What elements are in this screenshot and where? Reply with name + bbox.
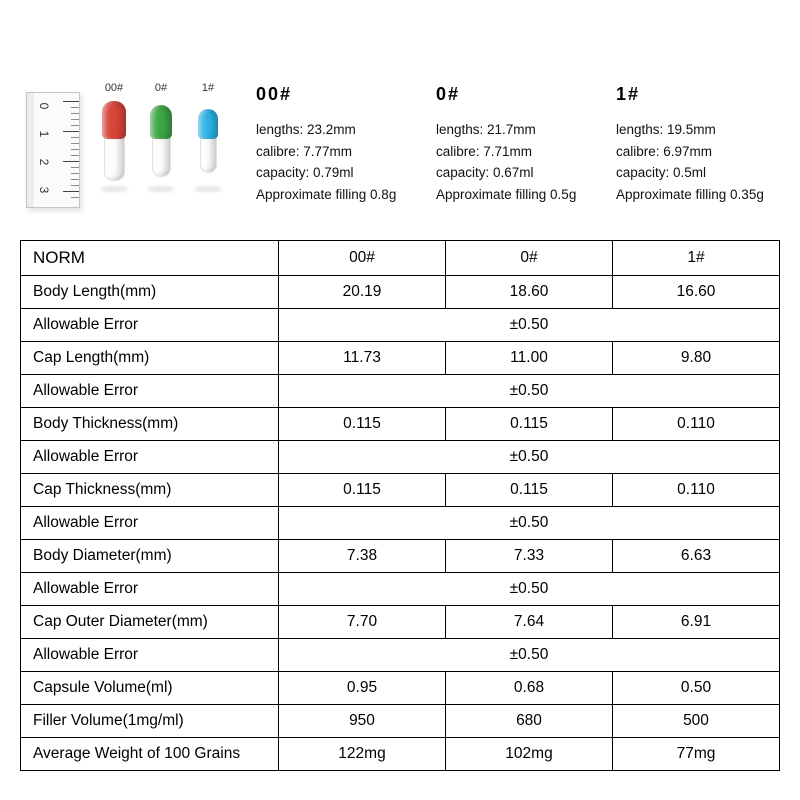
table-row-cap-length [21, 342, 780, 375]
capsule-label-0: 0# [154, 82, 168, 94]
value-cell: 7.38 [279, 540, 446, 573]
value-cell: 7.70 [279, 606, 446, 639]
capsule-0-cap [150, 105, 172, 139]
spec-column-1 [616, 84, 796, 205]
header-norm: NORM [21, 241, 279, 276]
capsule-column-0 [145, 82, 177, 192]
table-row-body-diameter [21, 540, 780, 573]
capsule-column-1 [192, 82, 224, 192]
norm-table [20, 240, 780, 771]
spec-line-filling: Approximate filling 0.8g [256, 186, 397, 202]
spec-line-capacity: capacity: 0.5ml [616, 165, 707, 180]
value-cell: 20.19 [279, 276, 446, 309]
table-row-filler-volume [21, 705, 780, 738]
value-cell: 950 [279, 705, 446, 738]
table-row-allowable-error [21, 639, 780, 672]
spec-line-lengths: lengths: 23.2mm [256, 122, 356, 137]
value-cell: 0.68 [446, 672, 613, 705]
row-label-cell: Allowable Error [21, 375, 279, 408]
value-cell: 6.91 [613, 606, 780, 639]
capsule-00-cap [102, 101, 126, 139]
capsule-label-1: 1# [201, 82, 215, 94]
capsule-column-00 [98, 82, 130, 192]
row-label-cell: Allowable Error [21, 441, 279, 474]
table-row-allowable-error [21, 573, 780, 606]
capsules-row [98, 82, 224, 192]
value-cell: 11.73 [279, 342, 446, 375]
value-cell: 0.115 [279, 408, 446, 441]
spec-column-00 [256, 84, 436, 205]
value-cell: 500 [613, 705, 780, 738]
value-cell: 0.115 [446, 408, 613, 441]
value-cell-span: ±0.50 [279, 639, 780, 672]
ruler-mark-2: 2 [37, 158, 51, 166]
row-label-cell: Cap Length(mm) [21, 342, 279, 375]
capsule-0-body [152, 136, 171, 177]
capsule-0-shadow [147, 186, 175, 192]
table-row-cap-thickness [21, 474, 780, 507]
spec-line-calibre: calibre: 7.71mm [436, 143, 533, 159]
value-cell: 680 [446, 705, 613, 738]
table-row-allowable-error [21, 441, 780, 474]
value-cell: 0.110 [613, 408, 780, 441]
spec-line-capacity: capacity: 0.67ml [436, 165, 534, 180]
row-label-cell: Body Thickness(mm) [21, 408, 279, 441]
spec-title-00: 00# [256, 84, 293, 104]
row-label-cell: Allowable Error [21, 639, 279, 672]
row-label-cell: Allowable Error [21, 573, 279, 606]
capsule-1-shadow [194, 186, 222, 192]
value-cell: 0.115 [279, 474, 446, 507]
value-cell: 0.95 [279, 672, 446, 705]
value-cell: 6.63 [613, 540, 780, 573]
row-label-cell: Body Diameter(mm) [21, 540, 279, 573]
spec-title-1: 1# [616, 84, 641, 104]
ruler-major-ticks [63, 101, 79, 193]
header-size-0: 0# [446, 241, 613, 276]
spec-line-lengths: lengths: 21.7mm [436, 122, 536, 137]
row-label-cell: Filler Volume(1mg/ml) [21, 705, 279, 738]
value-cell-span: ±0.50 [279, 507, 780, 540]
value-cell: 77mg [613, 738, 780, 771]
value-cell-span: ±0.50 [279, 573, 780, 606]
header-size-1: 1# [613, 241, 780, 276]
row-label-cell: Cap Thickness(mm) [21, 474, 279, 507]
value-cell: 102mg [446, 738, 613, 771]
spec-line-calibre: calibre: 6.97mm [616, 143, 713, 159]
spec-column-0 [436, 84, 616, 205]
value-cell: 7.64 [446, 606, 613, 639]
capsule-00-shadow [100, 186, 128, 192]
table-row-allowable-error [21, 309, 780, 342]
table-row-body-thickness [21, 408, 780, 441]
value-cell: 0.110 [613, 474, 780, 507]
value-cell: 0.115 [446, 474, 613, 507]
spec-line-capacity: capacity: 0.79ml [256, 165, 354, 180]
table-row-body-length [21, 276, 780, 309]
ruler-mark-3: 3 [37, 186, 51, 194]
row-label-cell: Cap Outer Diameter(mm) [21, 606, 279, 639]
row-label-cell: Allowable Error [21, 507, 279, 540]
capsule-1-body [200, 136, 217, 173]
table-row-allowable-error [21, 375, 780, 408]
value-cell-span: ±0.50 [279, 441, 780, 474]
row-label-cell: Average Weight of 100 Grains [21, 738, 279, 771]
header-size-00: 00# [279, 241, 446, 276]
ruler-mark-0: 0 [37, 102, 51, 110]
table-row-capsule-volume [21, 672, 780, 705]
capsule-1-cap [198, 109, 218, 139]
value-cell: 18.60 [446, 276, 613, 309]
spec-line-filling: Approximate filling 0.5g [436, 186, 577, 202]
capsule-label-00: 00# [104, 82, 124, 94]
ruler-graphic [26, 92, 80, 208]
spec-columns [256, 84, 796, 205]
value-cell: 122mg [279, 738, 446, 771]
value-cell-span: ±0.50 [279, 375, 780, 408]
capsule-00-body [104, 136, 125, 181]
row-label-cell: Capsule Volume(ml) [21, 672, 279, 705]
table-header-row [21, 241, 780, 276]
row-label-cell: Allowable Error [21, 309, 279, 342]
table-row-allowable-error [21, 507, 780, 540]
value-cell: 0.50 [613, 672, 780, 705]
row-label-cell: Body Length(mm) [21, 276, 279, 309]
value-cell: 11.00 [446, 342, 613, 375]
table-row-cap-outer-diameter [21, 606, 780, 639]
spec-line-calibre: calibre: 7.77mm [256, 143, 353, 159]
spec-title-0: 0# [436, 84, 461, 104]
value-cell: 9.80 [613, 342, 780, 375]
spec-line-filling: Approximate filling 0.35g [616, 186, 764, 202]
value-cell: 16.60 [613, 276, 780, 309]
table-row-average-weight [21, 738, 780, 771]
value-cell-span: ±0.50 [279, 309, 780, 342]
spec-line-lengths: lengths: 19.5mm [616, 122, 716, 137]
ruler-mark-1: 1 [37, 130, 51, 138]
value-cell: 7.33 [446, 540, 613, 573]
